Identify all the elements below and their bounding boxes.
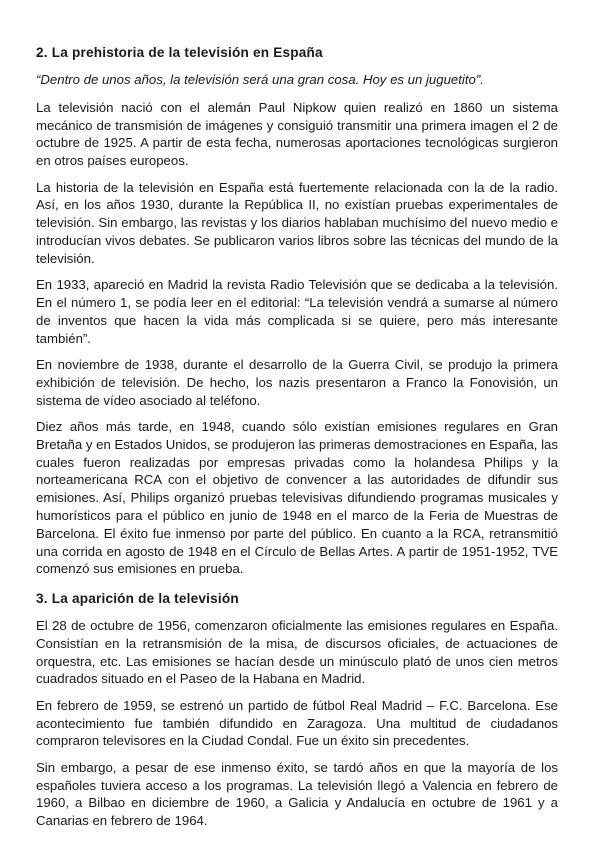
- section-2-paragraph-2: La historia de la televisión en España está fuertemente relacionada con la de la radio. Así, en los años 1930, durante la República II, no existían pruebas experimentales de televisión. Sin embargo, las revistas y los diarios hablaban muchísimo del nuevo medio e introducían vivos debates. Se publicaron varios libros sobre las técnicas del mundo de la televisión.: [36, 179, 558, 266]
- section-2-paragraph-4: En noviembre de 1938, durante el desarrollo de la Guerra Civil, se produjo la primera exhibición de televisión. De hecho, los nazis presentaron a Franco la Fonovisión, un sistema de vídeo asociado al teléfono.: [36, 356, 558, 408]
- section-2-paragraph-3: En 1933, apareció en Madrid la revista Radio Televisión que se dedicaba a la televisión. En el número 1, se podía leer en el editorial: “La televisión vendrá a sumarse al número de inventos que hacen la vida más complicada si se quiere, pero más interesante también”.: [36, 277, 558, 346]
- document-page: [36, 44, 558, 839]
- section-3-paragraph-1: El 28 de octubre de 1956, comenzaron oficialmente las emisiones regulares en España. Consistían en la retransmisión de la misa, de discursos oficiales, de actuaciones de orquestra, etc. Las emisiones se hacían desde un minúsculo plató de unos cien metros cuadrados situado en el Paseo de la Habana en Madrid.: [36, 618, 558, 687]
- section-3-heading: 3. La aparición de la televisión: [36, 591, 239, 607]
- section-2-heading: 2. La prehistoria de la televisión en España: [36, 45, 323, 60]
- section-3-paragraph-2: En febrero de 1959, se estrenó un partido de fútbol Real Madrid – F.C. Barcelona. Ese acontecimiento fue también difundido en Zaragoza. Una multitud de ciudadanos compraron televisores en la Ciudad Condal. Fue un éxito sin precedentes.: [36, 697, 558, 749]
- section-3-paragraph-3: Sin embargo, a pesar de ese inmenso éxito, se tardó años en que la mayoría de los españoles tuviera acceso a los programas. La televisión llegó a Valencia en febrero de 1960, a Bilbao en diciembre de 1960, a Galicia y Andalucía en octubre de 1961 y a Canarias en febrero de 1964.: [36, 759, 558, 829]
- section-2-quote: “Dentro de unos años, la televisión será una gran cosa. Hoy es un juguetito”.: [36, 72, 484, 87]
- section-2-paragraph-1: La televisión nació con el alemán Paul Nipkow quien realizó en 1860 un sistema mecánico de transmisión de imágenes y consiguió transmitir una primera imagen el 2 de octubre de 1925. A partir de esta fecha, numerosas aportaciones tecnológicas surgieron en otros países europeos.: [36, 99, 558, 169]
- section-2-paragraph-5: Diez años más tarde, en 1948, cuando sólo existían emisiones regulares en Gran Bretaña y en Estados Unidos, se produjeron las primeras demostraciones en España, las cuales fueron realizadas por empresas privadas como la holandesa Philips y la norteamericana RCA con el objetivo de convencer a las autoridades de difundir sus emisiones. Así, Philips organizó pruebas televisivas difundiendo programas musicales y humorísticos para el público en junio de 1948 en el marco de la Feria de Muestras de Barcelona. El éxito fue inmenso por parte del público. En cuanto a la RCA, retransmitió una corrida en agosto de 1948 en el Círculo de Bellas Artes. A partir de 1951-1952, TVE comenzó sus emisiones en prueba.: [36, 418, 558, 577]
